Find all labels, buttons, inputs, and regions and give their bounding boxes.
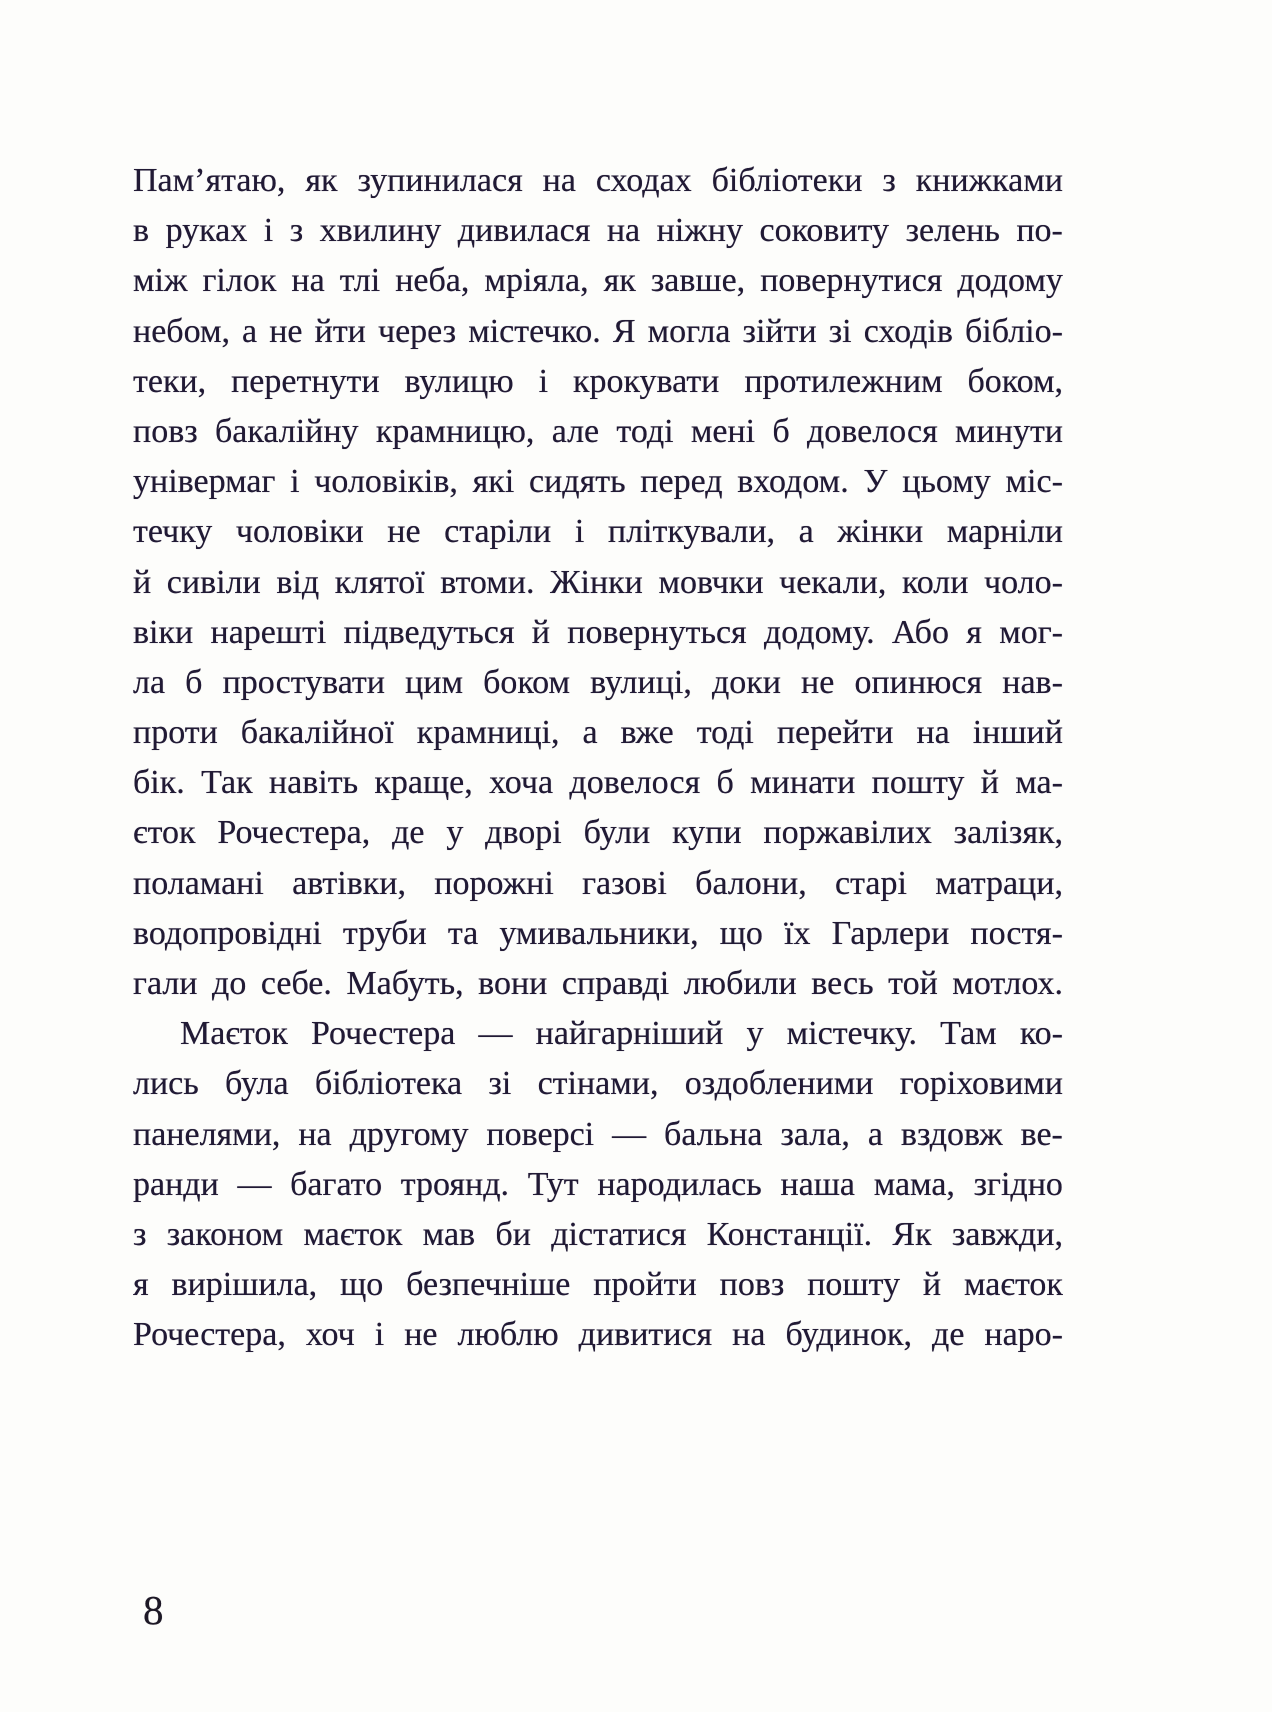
text-line: віки нарешті підведуться й повернуться додому. Або я мог- [133, 613, 1063, 651]
text-line: повз бакалійну крамницю, але тоді мені б довелося минути [133, 412, 1063, 450]
text-line: лись була бібліотека зі стінами, оздобленими горіховими [133, 1065, 1063, 1103]
text-line: бік. Так навіть краще, хоча довелося б минати пошту й ма- [133, 764, 1063, 802]
text-line: в руках і з хвилину дивилася на ніжну соковиту зелень по- [133, 212, 1063, 250]
text-line: Маєток Рочестера — найгарніший у містечку. Там ко- [180, 1015, 1063, 1053]
text-line: ранди — багато троянд. Тут народилась наша мама, згідно [133, 1165, 1063, 1203]
text-line: проти бакалійної крамниці, а вже тоді перейти на інший [133, 714, 1063, 752]
text-line: Пам’ятаю, як зупинилася на сходах бібліотеки з книжками [133, 162, 1063, 199]
text-line: панелями, на другому поверсі — бальна зала, а вздовж ве- [133, 1115, 1063, 1153]
text-line: гали до себе. Мабуть, вони справді любили весь той мотлох. [133, 965, 1063, 1002]
text-line: течку чоловіки не старіли і пліткували, а жінки марніли [133, 513, 1063, 551]
text-line: поламані автівки, порожні газові балони, старі матраци, [133, 864, 1063, 902]
text-line: я вирішила, що безпечніше пройти повз пошту й маєток [133, 1266, 1063, 1304]
page-number: 8 [143, 1587, 164, 1633]
text-line: теки, перетнути вулицю і крокувати протилежним боком, [133, 362, 1063, 400]
text-line: ла б простувати цим боком вулиці, доки не опинюся нав- [133, 663, 1063, 701]
text-line: небом, а не йти через містечко. Я могла зійти зі сходів бібліо- [133, 312, 1063, 350]
page-text-block [133, 162, 1063, 1367]
text-line: й сивіли від клятої втоми. Жінки мовчки чекали, коли чоло- [133, 563, 1063, 601]
text-line: універмаг і чоловіків, які сидять перед входом. У цьому міс- [133, 463, 1063, 501]
text-line: з законом маєток мав би дістатися Констанції. Як завжди, [133, 1215, 1063, 1253]
text-line: між гілок на тлі неба, мріяла, як завше, повернутися додому [133, 262, 1063, 300]
text-line: водопровідні труби та умивальники, що їх Гарлери постя- [133, 914, 1063, 952]
text-line: єток Рочестера, де у дворі були купи поржавілих залізяк, [133, 814, 1063, 852]
text-line: Рочестера, хоч і не люблю дивитися на будинок, де наро- [133, 1316, 1063, 1354]
